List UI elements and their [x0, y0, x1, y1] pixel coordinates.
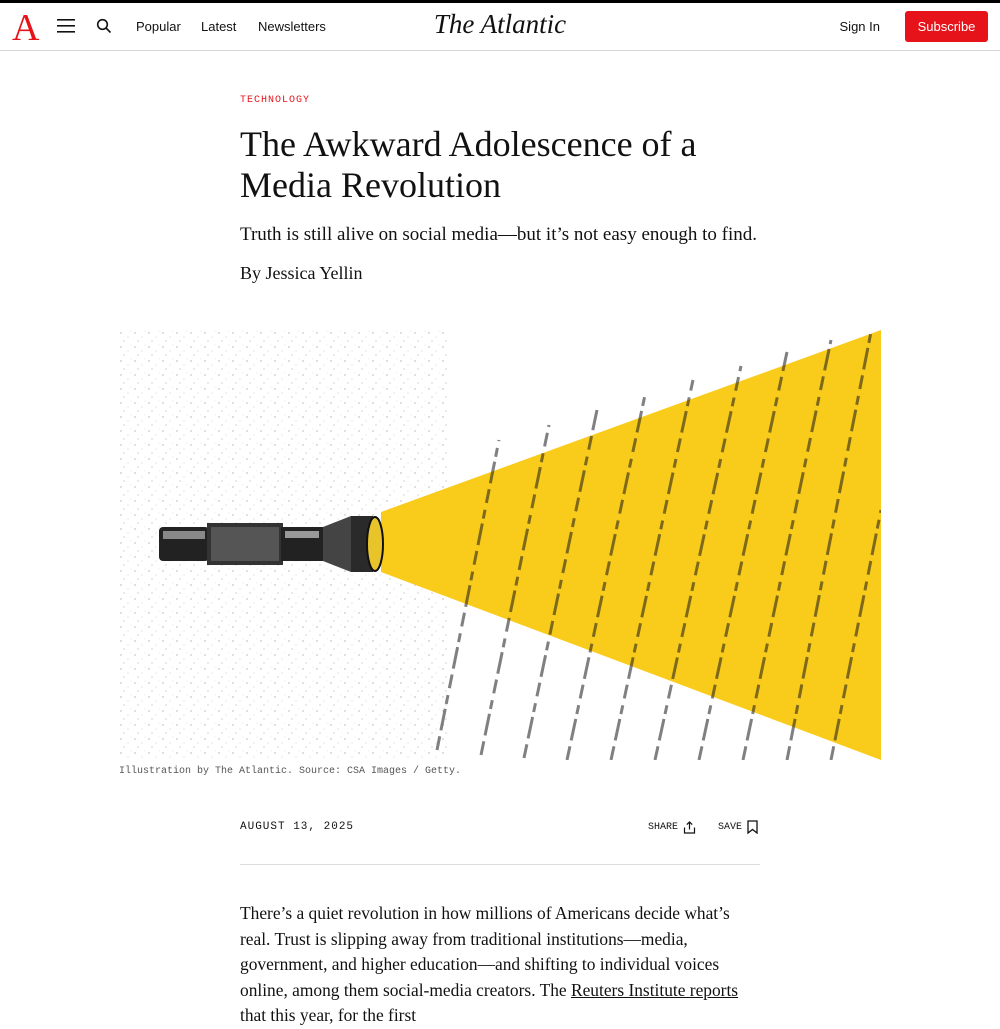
hero-illustration — [119, 330, 881, 760]
brand-wordmark[interactable]: The Atlantic — [433, 9, 567, 39]
author-link[interactable]: Jessica Yellin — [265, 263, 363, 283]
save-button[interactable] — [718, 819, 758, 835]
search-icon[interactable] — [96, 18, 112, 34]
nav-newsletters[interactable]: Newsletters — [258, 19, 326, 34]
share-button[interactable] — [648, 819, 696, 835]
image-caption: Illustration by The Atlantic. Source: CSA Images / Getty. — [119, 766, 462, 777]
sign-in-link[interactable]: Sign In — [839, 19, 880, 34]
nav-latest[interactable]: Latest — [201, 19, 237, 34]
body-text-end: that this year, for the first — [240, 1005, 417, 1025]
publish-date: AUGUST 13, 2025 — [240, 821, 355, 833]
nav-popular[interactable]: Popular — [136, 19, 181, 34]
save-label: SAVE — [718, 821, 743, 833]
article-dek: Truth is still alive on social media—but it’s not easy enough to find. — [240, 224, 758, 245]
subscribe-button[interactable]: Subscribe — [905, 11, 988, 42]
reuters-institute-link[interactable]: Reuters Institute reports — [570, 979, 739, 1000]
section-label[interactable]: TECHNOLOGY — [240, 95, 311, 106]
share-label: SHARE — [648, 821, 679, 833]
menu-icon[interactable] — [56, 17, 76, 35]
bookmark-icon — [747, 820, 758, 834]
article-body-paragraph — [240, 901, 760, 1029]
body-text-start: There’s a quiet revolution in how millions of Americans decide what’s real. Trust is slipping away from traditional institutions—media, government, and higher education—and shifting to individual voices online, among them social-media creators. The — [240, 903, 730, 1000]
atlantic-logo[interactable]: A — [12, 7, 40, 49]
meta-divider — [240, 864, 760, 865]
share-icon — [683, 821, 696, 834]
byline-prefix: By — [240, 263, 266, 283]
byline — [240, 261, 363, 285]
site-header — [0, 3, 1000, 51]
article-title: The Awkward Adolescence of a Media Revolution — [240, 124, 697, 205]
